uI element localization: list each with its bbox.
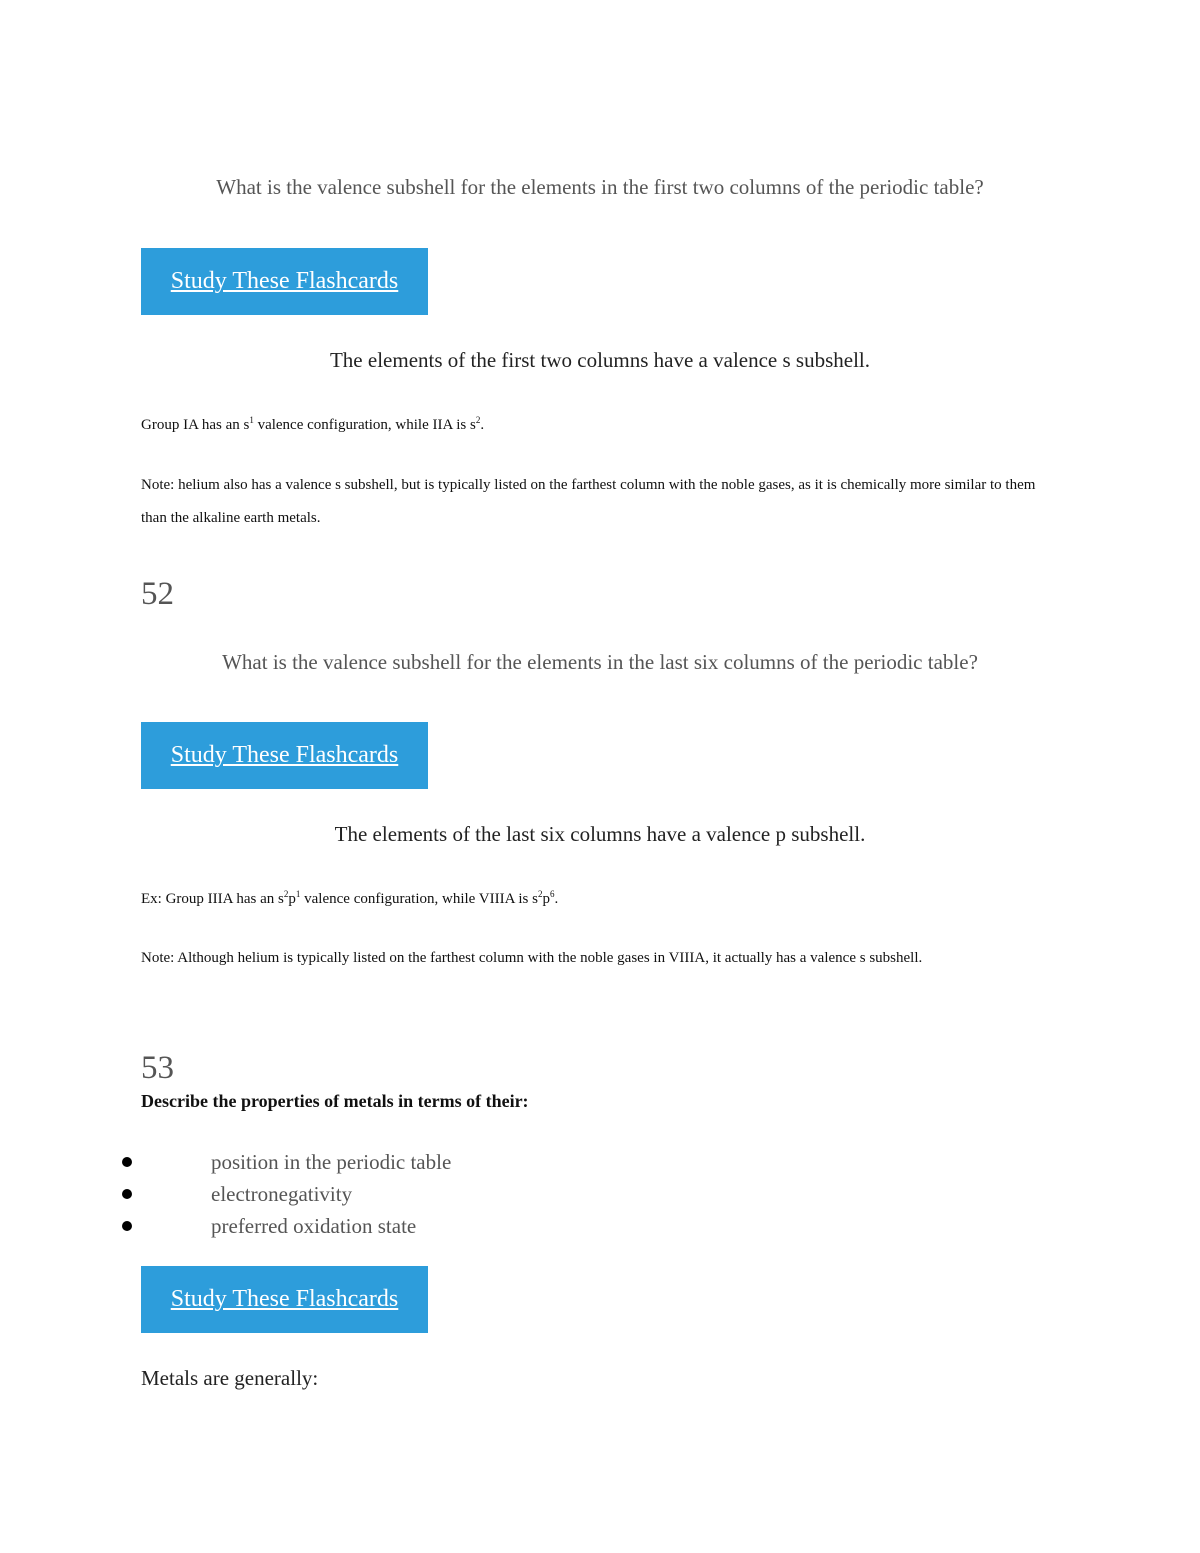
list-item-text: position in the periodic table <box>211 1150 452 1174</box>
superscript: 1 <box>249 415 254 425</box>
answer-text: The elements of the last six columns have a valence p subshell. <box>334 822 866 846</box>
study-flashcards-button[interactable]: Study These Flashcards <box>141 248 428 315</box>
detail-text: . <box>554 891 559 907</box>
list-item-text: electronegativity <box>211 1182 353 1206</box>
study-flashcards-button[interactable]: Study These Flashcards <box>141 1266 428 1333</box>
detail-text: valence configuration, while IIA is s <box>253 417 476 433</box>
superscript: 6 <box>549 889 555 899</box>
detail-text: p <box>542 891 550 907</box>
note-text: Note: helium also has a valence s subshell, but is typically listed on the farthest column with the noble gases, as it is chemically more similar to them than the alkaline earth metals. <box>141 477 1036 526</box>
bullet-icon <box>122 1189 132 1199</box>
card-number: 52 <box>141 576 174 612</box>
answer-text: The elements of the first two columns have a valence s subshell. <box>329 348 870 372</box>
detail-text: valence configuration, while VIIIA is s <box>300 891 538 907</box>
superscript: 2 <box>537 889 543 899</box>
question-text: What is the valence subshell for the elements in the last six columns of the periodic table? <box>222 650 978 674</box>
superscript: 1 <box>295 889 301 899</box>
question-text: What is the valence subshell for the elements in the first two columns of the periodic table? <box>216 175 984 199</box>
detail-text: Group IA has an s <box>141 417 250 433</box>
study-flashcards-button[interactable]: Study These Flashcards <box>141 722 428 789</box>
card-number: 53 <box>141 1050 174 1086</box>
question-prompt: Describe the properties of metals in terms of their: <box>141 1091 529 1111</box>
list-item-text: preferred oxidation state <box>211 1214 417 1238</box>
superscript: 2 <box>283 889 289 899</box>
detail-text: p <box>288 891 296 907</box>
configuration-detail <box>141 409 1061 442</box>
note-text: Note: Although helium is typically listed on the farthest column with the noble gases in VIIIA, it actually has a valence s subshell. <box>141 950 923 966</box>
answer-intro: Metals are generally: <box>141 1366 319 1390</box>
bullet-icon <box>122 1221 132 1231</box>
detail-text: Ex: Group IIIA has an s <box>141 891 284 907</box>
superscript: 2 <box>475 415 481 425</box>
bullet-icon <box>122 1157 132 1167</box>
configuration-detail <box>141 883 1061 916</box>
detail-text: . <box>480 417 485 433</box>
